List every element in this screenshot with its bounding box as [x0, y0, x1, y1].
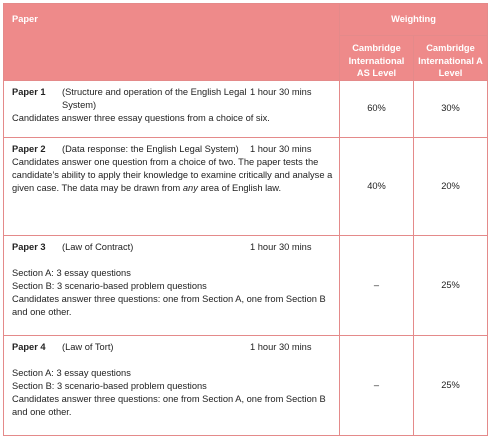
detail-text-end: area of English law.	[197, 182, 282, 193]
paper-detail-line: Section B: 3 scenario-based problem questions	[12, 280, 207, 291]
paper-duration: 1 hour 30 mins	[250, 143, 312, 154]
table-row-paper-3	[4, 235, 488, 335]
detail-text-start: Candidates answer one question from a choice of two. The paper tests the candidate’s ability to apply their knowledge to examine critically and analyse a given case. The data may be drawn from	[12, 156, 333, 193]
as-weight: 40%	[340, 137, 414, 235]
table-row-paper-1	[4, 80, 488, 137]
a-level-header: Cambridge International A Level	[414, 36, 488, 81]
paper-detail-line: Section A: 3 essay questions	[12, 267, 131, 278]
paper-header: Paper	[4, 4, 340, 81]
header-row	[4, 4, 488, 36]
weighting-header: Weighting	[340, 4, 488, 36]
paper-4-description	[4, 335, 340, 435]
a-weight: 20%	[414, 137, 488, 235]
paper-name: Paper 4	[12, 341, 46, 352]
paper-name: Paper 1	[12, 86, 46, 97]
paper-3-description	[4, 235, 340, 335]
assessment-table	[3, 3, 488, 436]
as-weight: –	[340, 235, 414, 335]
detail-text-emphasis: any	[182, 182, 198, 193]
paper-detail-line: Candidates answer three essay questions from a choice of six.	[12, 112, 270, 123]
paper-detail-line: Section A: 3 essay questions	[12, 367, 131, 378]
a-weight: 30%	[414, 80, 488, 137]
table-row-paper-2	[4, 137, 488, 235]
paper-2-description	[4, 137, 340, 235]
paper-title: (Data response: the English Legal System)	[62, 143, 239, 154]
paper-title: (Law of Contract)	[62, 241, 134, 252]
a-weight: 25%	[414, 335, 488, 435]
as-weight: 60%	[340, 80, 414, 137]
a-weight: 25%	[414, 235, 488, 335]
paper-duration: 1 hour 30 mins	[250, 341, 312, 352]
as-level-header: Cambridge International AS Level	[340, 36, 414, 81]
paper-duration: 1 hour 30 mins	[250, 86, 312, 97]
paper-detail-line: Section B: 3 scenario-based problem questions	[12, 380, 207, 391]
paper-title: (Law of Tort)	[62, 341, 114, 352]
paper-detail-line: Candidates answer three questions: one from Section A, one from Section B and one other.	[12, 393, 326, 417]
table-row-paper-4	[4, 335, 488, 435]
paper-name: Paper 3	[12, 241, 46, 252]
paper-title: (Structure and operation of the English Legal System)	[62, 86, 247, 110]
paper-duration: 1 hour 30 mins	[250, 241, 312, 252]
as-weight: –	[340, 335, 414, 435]
paper-1-description	[4, 80, 340, 137]
paper-detail-line: Candidates answer three questions: one from Section A, one from Section B and one other.	[12, 293, 326, 317]
paper-detail-text	[12, 156, 335, 195]
paper-name: Paper 2	[12, 143, 46, 154]
